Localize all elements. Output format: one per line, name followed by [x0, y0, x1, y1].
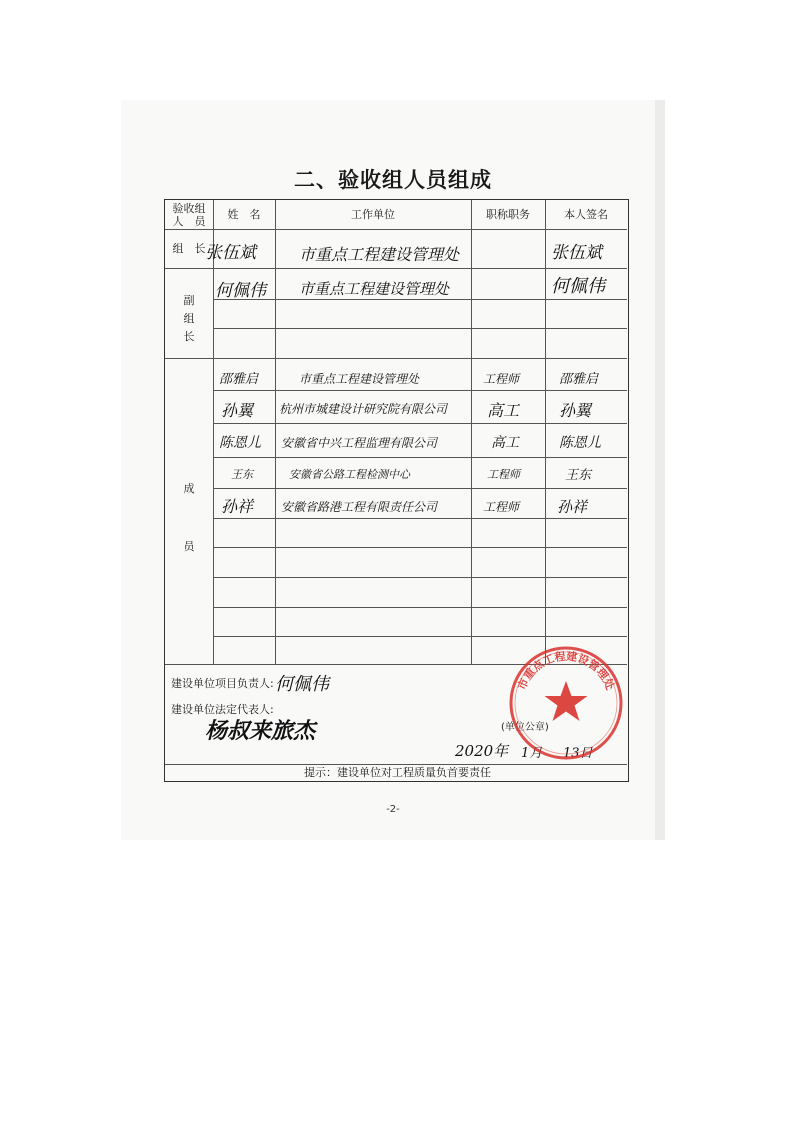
member-unit-handwriting: 安徽省公路工程检测中心: [289, 468, 410, 481]
member-position-handwriting: 工程师: [483, 500, 520, 514]
header-role-line1: 验收组: [172, 202, 206, 215]
member-signature: 邵雅启: [559, 372, 599, 387]
member-position-handwriting: 高工: [487, 401, 520, 420]
project-lead-signature: 何佩伟: [275, 674, 329, 695]
member-signature: 孙翼: [559, 401, 592, 420]
seal-star-icon: [545, 681, 588, 721]
seal-text: 市重点工程建设管理处: [515, 649, 617, 692]
header-position: 职称职务: [486, 208, 530, 221]
header-signature: 本人签名: [564, 208, 608, 221]
scan-edge-shadow: [655, 100, 665, 840]
leader-name-handwriting: 张伍斌: [205, 243, 256, 263]
role-member-char: 成: [183, 482, 195, 495]
deputy-name-handwriting: 何佩伟: [215, 281, 266, 301]
deputy-signature: 何佩伟: [551, 276, 605, 297]
legal-rep-label: 建设单位法定代表人:: [171, 703, 274, 716]
column-divider: [275, 200, 276, 664]
date-month: 1月: [521, 746, 543, 761]
member-signature: 陈恩儿: [559, 435, 601, 451]
member-signature: 孙祥: [557, 498, 588, 516]
header-role-line2: 人 员: [172, 215, 206, 228]
member-name-handwriting: 陈恩儿: [219, 435, 261, 451]
role-leader: 组 长: [172, 242, 206, 255]
role-member-char: 员: [183, 540, 195, 553]
deputy-unit-handwriting: 市重点工程建设管理处: [299, 280, 450, 298]
role-deputy-char: 长: [183, 330, 195, 343]
column-divider: [213, 200, 214, 664]
footer-note: 提示：建设单位对工程质量负首要责任: [304, 766, 491, 779]
header-name: 姓 名: [227, 208, 261, 221]
row-divider: [165, 358, 627, 359]
leader-signature: 张伍斌: [551, 243, 602, 263]
leader-unit-handwriting: 市重点工程建设管理处: [299, 245, 460, 264]
row-divider: [165, 229, 627, 230]
member-position-handwriting: 高工: [491, 435, 519, 451]
member-unit-handwriting: 杭州市城建设计研究院有限公司: [279, 402, 448, 416]
official-seal-stamp: [507, 644, 625, 762]
date-year: 2020年: [455, 742, 509, 760]
project-lead-label: 建设单位项目负责人:: [171, 677, 274, 690]
date-day: 13日: [563, 746, 593, 761]
page-number: -2-: [386, 804, 400, 815]
member-unit-handwriting: 安徽省中兴工程监理有限公司: [281, 436, 438, 450]
row-divider: [165, 268, 627, 269]
role-deputy-char: 组: [183, 312, 195, 325]
member-name-handwriting: 孙翼: [221, 401, 254, 420]
page-title: 二、验收组人员组成: [294, 167, 492, 192]
seal-label: (单位公章): [501, 722, 549, 733]
member-name-handwriting: 王东: [231, 468, 253, 481]
column-divider: [471, 200, 472, 664]
role-deputy-char: 副: [183, 294, 195, 307]
member-position-handwriting: 工程师: [483, 372, 520, 386]
member-unit-handwriting: 安徽省路港工程有限责任公司: [281, 500, 438, 514]
column-divider: [545, 200, 546, 664]
member-unit-handwriting: 市重点工程建设管理处: [299, 372, 420, 386]
member-name-handwriting: 邵雅启: [219, 372, 259, 387]
member-name-handwriting: 孙祥: [221, 497, 254, 516]
header-unit: 工作单位: [351, 208, 395, 221]
legal-rep-signature: 杨叔来旅杰: [205, 718, 316, 744]
member-position-handwriting: 工程师: [487, 468, 520, 481]
member-signature: 王东: [565, 468, 592, 483]
